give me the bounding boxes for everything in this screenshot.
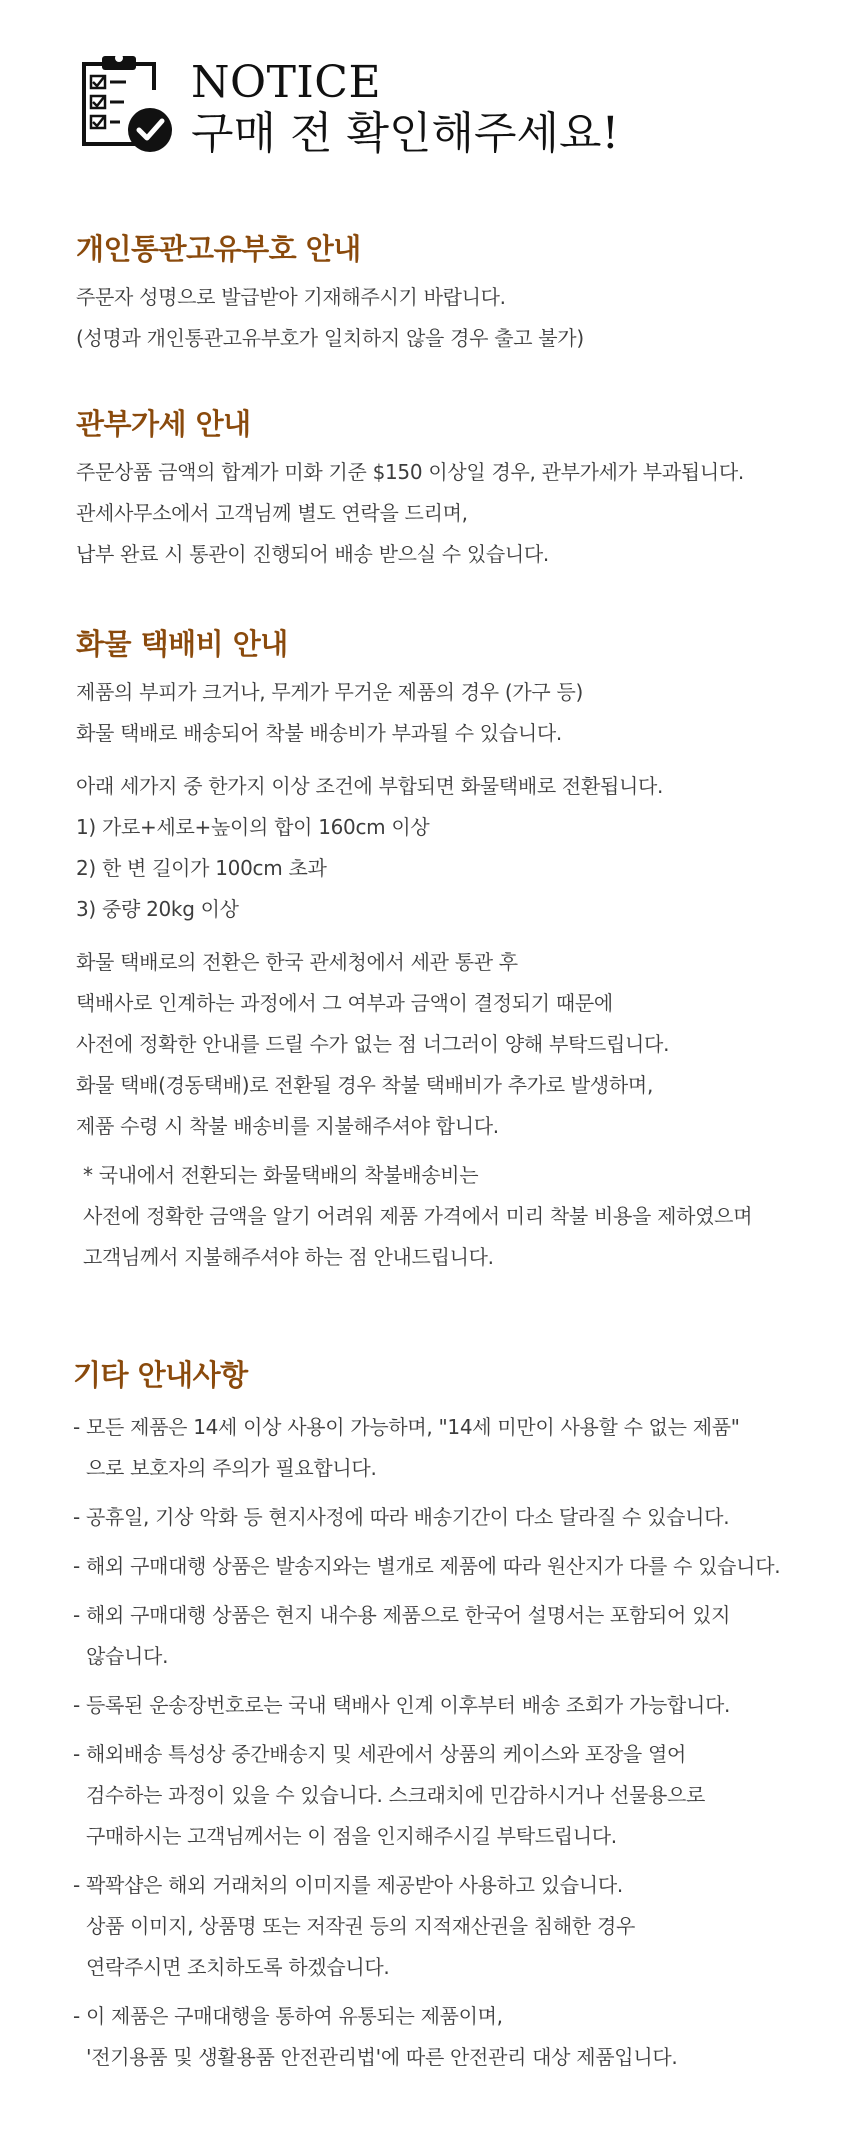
notice-header — [78, 52, 798, 162]
section-title: 관부가세 안내 — [76, 407, 251, 441]
list-item-line: 않습니다. — [86, 1644, 169, 1668]
section-customs-tax — [76, 404, 836, 575]
section-other-notes — [73, 1355, 833, 2078]
notice-title: NOTICE — [191, 57, 382, 108]
note-line: * 국내에서 전환되는 화물택배의 착불배송비는 — [83, 1163, 479, 1187]
list-item — [73, 1546, 833, 1587]
list-item-line: 연락주시면 조치하도록 하겠습니다. — [86, 1955, 390, 1979]
list-item-line: - 해외 구매대행 상품은 현지 내수용 제품으로 한국어 설명서는 포함되어 있지 — [73, 1603, 731, 1627]
section-customs-code — [76, 229, 836, 359]
list-item-line: 구매하시는 고객님께서는 이 점을 인지해주시길 부탁드립니다. — [86, 1824, 617, 1848]
section-title: 화물 택배비 안내 — [76, 627, 288, 661]
clipboard-check-icon — [78, 52, 178, 152]
list-item-line: '전기용품 및 생활용품 안전관리법'에 따른 안전관리 대상 제품입니다. — [86, 2045, 678, 2069]
text-line: 제품 수령 시 착불 배송비를 지불해주셔야 합니다. — [76, 1114, 499, 1138]
list-item — [73, 1407, 833, 1489]
text-line: 주문상품 금액의 합계가 미화 기준 $150 이상일 경우, 관부가세가 부과됩니다. — [76, 460, 744, 484]
list-item-line: - 공휴일, 기상 악화 등 현지사정에 따라 배송기간이 다소 달라질 수 있습니다. — [73, 1505, 730, 1529]
text-line: 택배사로 인계하는 과정에서 그 여부과 금액이 결정되기 때문에 — [76, 991, 613, 1015]
list-item-line: - 등록된 운송장번호로는 국내 택배사 인계 이후부터 배송 조회가 가능합니다. — [73, 1693, 731, 1717]
condition-item: 2) 한 변 길이가 100cm 초과 — [76, 856, 327, 880]
list-item — [73, 1865, 833, 1988]
text-line: 화물 택배(경동택배)로 전환될 경우 착불 택배비가 추가로 발생하며, — [76, 1073, 654, 1097]
condition-item: 1) 가로+세로+높이의 합이 160cm 이상 — [76, 815, 430, 839]
text-line: 아래 세가지 중 한가지 이상 조건에 부합되면 화물택배로 전환됩니다. — [76, 774, 664, 798]
list-item-line: - 해외배송 특성상 중간배송지 및 세관에서 상품의 케이스와 포장을 열어 — [73, 1742, 687, 1766]
list-item-line: - 이 제품은 구매대행을 통하여 유통되는 제품이며, — [73, 2004, 503, 2028]
note-line: 고객님께서 지불해주셔야 하는 점 안내드립니다. — [83, 1245, 494, 1269]
section-title: 기타 안내사항 — [73, 1358, 248, 1392]
list-item-line: 검수하는 과정이 있을 수 있습니다. 스크래치에 민감하시거나 선물용으로 — [86, 1783, 706, 1807]
notice-subtitle: 구매 전 확인해주세요! — [191, 108, 620, 159]
text-line: 관세사무소에서 고객님께 별도 연락을 드리며, — [76, 501, 468, 525]
text-line: 화물 택배로의 전환은 한국 관세청에서 세관 통관 후 — [76, 950, 518, 974]
condition-item: 3) 중량 20kg 이상 — [76, 897, 239, 921]
list-item-line: 상품 이미지, 상품명 또는 저작권 등의 지적재산권을 침해한 경우 — [86, 1914, 636, 1938]
list-item — [73, 1595, 833, 1677]
section-title: 개인통관고유부호 안내 — [76, 232, 361, 266]
list-item-line: - 모든 제품은 14세 이상 사용이 가능하며, "14세 미만이 사용할 수 없는 제품" — [73, 1415, 740, 1439]
text-line: (성명과 개인통관고유부호가 일치하지 않을 경우 출고 불가) — [76, 326, 584, 350]
note-line: 사전에 정확한 금액을 알기 어려워 제품 가격에서 미리 착불 비용을 제하였으며 — [83, 1204, 753, 1228]
text-line: 사전에 정확한 안내를 드릴 수가 없는 점 너그러이 양해 부탁드립니다. — [76, 1032, 670, 1056]
list-item — [73, 1734, 833, 1857]
text-line: 제품의 부피가 크거나, 무게가 무거운 제품의 경우 (가구 등) — [76, 680, 583, 704]
text-line: 화물 택배로 배송되어 착불 배송비가 부과될 수 있습니다. — [76, 721, 562, 745]
list-item — [73, 1996, 833, 2078]
list-item-line: - 해외 구매대행 상품은 발송지와는 별개로 제품에 따라 원산지가 다를 수 있습니다. — [73, 1554, 781, 1578]
list-item-line: 으로 보호자의 주의가 필요합니다. — [86, 1456, 377, 1480]
text-line: 주문자 성명으로 발급받아 기재해주시기 바랍니다. — [76, 285, 506, 309]
list-item-line: - 꽉꽉샵은 해외 거래처의 이미지를 제공받아 사용하고 있습니다. — [73, 1873, 623, 1897]
list-item — [73, 1497, 833, 1538]
section-freight-fee — [76, 624, 836, 1278]
list-item — [73, 1685, 833, 1726]
text-line: 납부 완료 시 통관이 진행되어 배송 받으실 수 있습니다. — [76, 542, 549, 566]
